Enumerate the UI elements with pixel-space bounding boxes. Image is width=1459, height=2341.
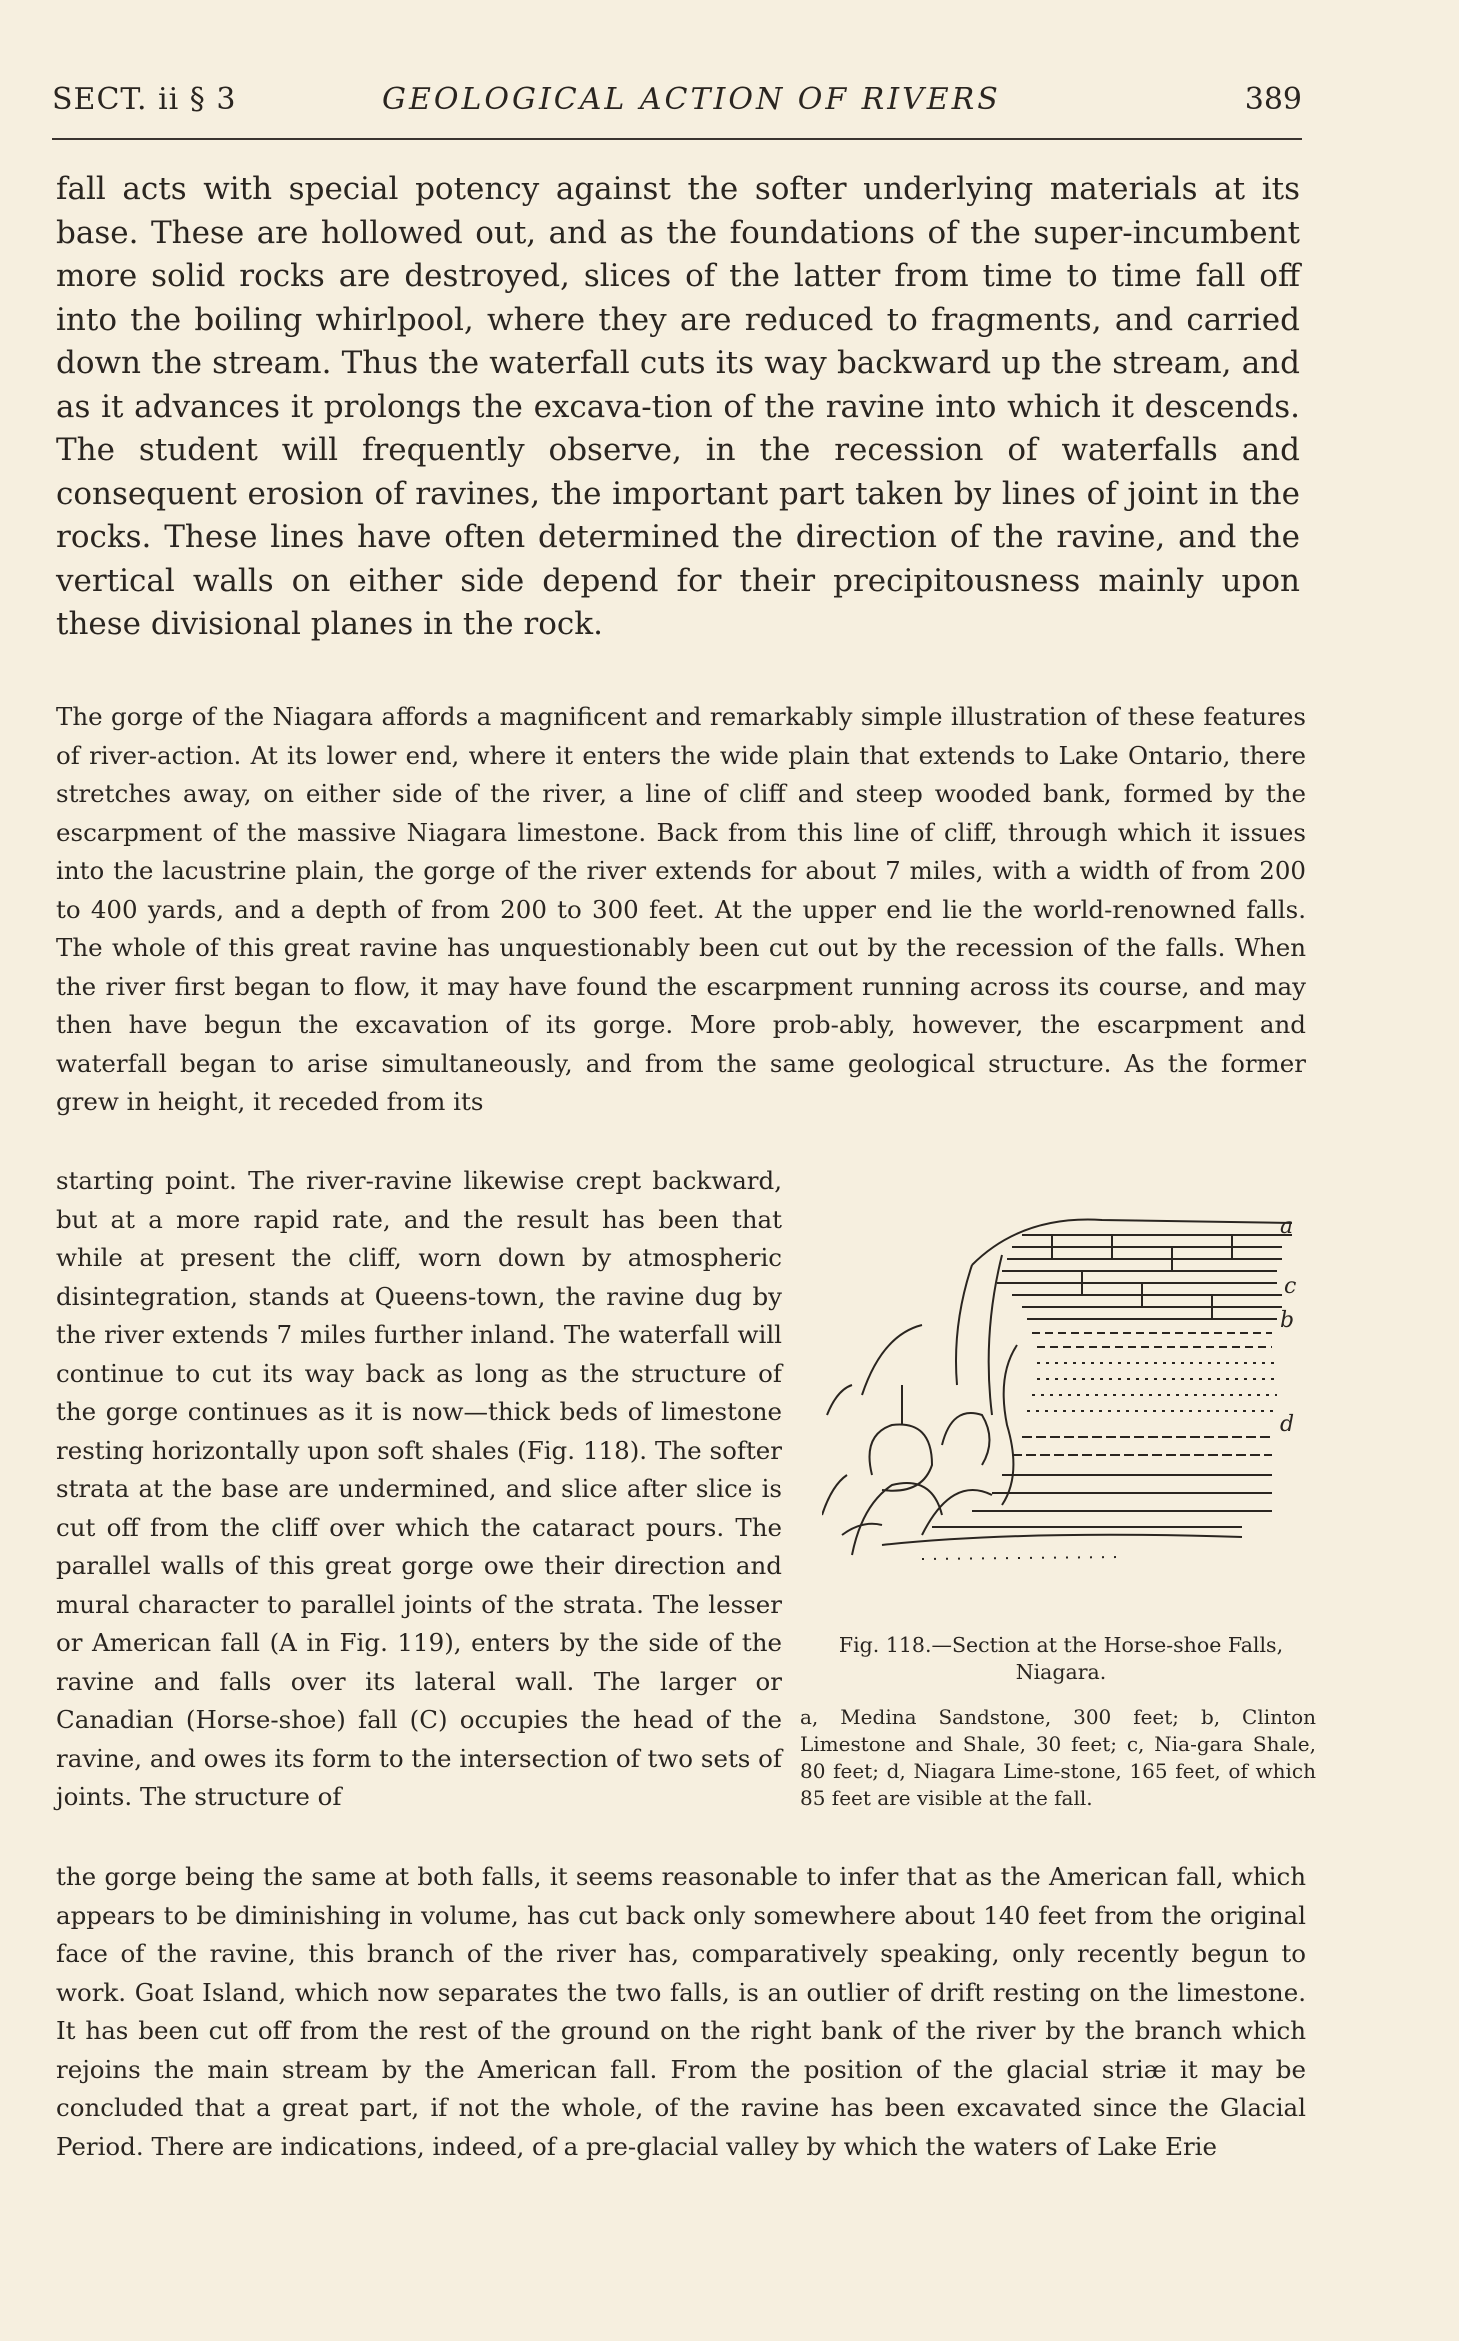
page-number: 389: [1244, 82, 1302, 117]
figure-118: [806, 1175, 1306, 1625]
figure-label-c: c: [1284, 1274, 1297, 1299]
figure-legend: a, Medina Sandstone, 300 feet; b, Clinton Limestone and Shale, 30 feet; c, Nia-gara Shale, 80 feet; d, Niagara Lime-stone, 165 feet, of which 85 feet are visible at the fall.: [800, 1705, 1316, 1810]
figure-label-b: b: [1280, 1308, 1295, 1333]
figure-label-a: a: [1280, 1214, 1294, 1239]
body-paragraph-large: fall acts with special potency against the softer underlying materials at its base. These are hollowed out, and as the foundations of the super-incumbent more solid rocks are destroyed, slices of the latter from time to time fall off into the boiling whirlpool, where they are reduced to fragments, and carried down the stream. Thus the waterfall cuts its way backward up the stream, and as it advances it prolongs the excava-tion of the ravine into which it descends. The student will frequently observe, in the recession of waterfalls and consequent erosion of ravines, the important part taken by lines of joint in the rocks. These lines have often determined the direction of the ravine, and the vertical walls on either side depend for their precipitousness mainly upon these divisional planes in the rock.: [56, 171, 1300, 642]
section-reference: SECT. ii § 3: [52, 82, 237, 117]
chapter-title: GEOLOGICAL ACTION OF RIVERS: [382, 82, 1001, 117]
horseshoe-falls-section-illustration: [822, 1175, 1302, 1615]
running-header: [52, 78, 1302, 122]
header-rule: [52, 138, 1302, 140]
figure-label-d: d: [1280, 1412, 1295, 1437]
body-paragraph-small-top: The gorge of the Niagara affords a magnificent and remarkably simple illustration of these features of river-action. At its lower end, where it enters the wide plain that extends to Lake Ontario, there stretches away, on either side of the river, a line of cliff and steep wooded bank, formed by the escarpment of the massive Niagara limestone. Back from this line of cliff, through which it issues into the lacustrine plain, the gorge of the river extends for about 7 miles, with a width of from 200 to 400 yards, and a depth of from 200 to 300 feet. At the upper end lie the world-renowned falls. The whole of this great ravine has unquestionably been cut out by the recession of the falls. When the river first began to flow, it may have found the escarpment running across its course, and may then have begun the excavation of its gorge. More prob-ably, however, the escarpment and waterfall began to arise simultaneously, and from the same geological structure. As the former grew in height, it receded from its: [56, 702, 1306, 1116]
figure-caption: Fig. 118.—Section at the Horse-shoe Falls, Niagara.: [838, 1633, 1284, 1684]
boulder-shape: [870, 1425, 933, 1491]
body-paragraph-small-left: starting point. The river-ravine likewise crept backward, but at a more rapid rate, and the result has been that while at present the cliff, worn down by atmospheric disintegration, stands at Queens-town, the ravine dug by the river extends 7 miles further inland. The waterfall will continue to cut its way back as long as the structure of the gorge continues as it is now—thick beds of limestone resting horizontally upon soft shales (Fig. 118). The softer strata at the base are undermined, and slice after slice is cut off from the cliff over which the cataract pours. The parallel walls of this great gorge owe their direction and mural character to parallel joints of the strata. The lesser or American fall (A in Fig. 119), enters by the side of the ravine and falls over its lateral wall. The larger or Canadian (Horse-shoe) fall (C) occupies the head of the ravine, and owes its form to the intersection of two sets of joints. The structure of: [56, 1166, 782, 1811]
body-paragraph-small-bottom: the gorge being the same at both falls, it seems reasonable to infer that as the American fall, which appears to be diminishing in volume, has cut back only somewhere about 140 feet from the original face of the ravine, this branch of the river has, comparatively speaking, only recently begun to work. Goat Island, which now separates the two falls, is an outlier of drift resting on the limestone. It has been cut off from the rest of the ground on the right bank of the river by the branch which rejoins the main stream by the American fall. From the position of the glacial striæ it may be concluded that a great part, if not the whole, of the ravine has been excavated since the Glacial Period. There are indications, indeed, of a pre-glacial valley by which the waters of Lake Erie: [56, 1862, 1306, 2161]
